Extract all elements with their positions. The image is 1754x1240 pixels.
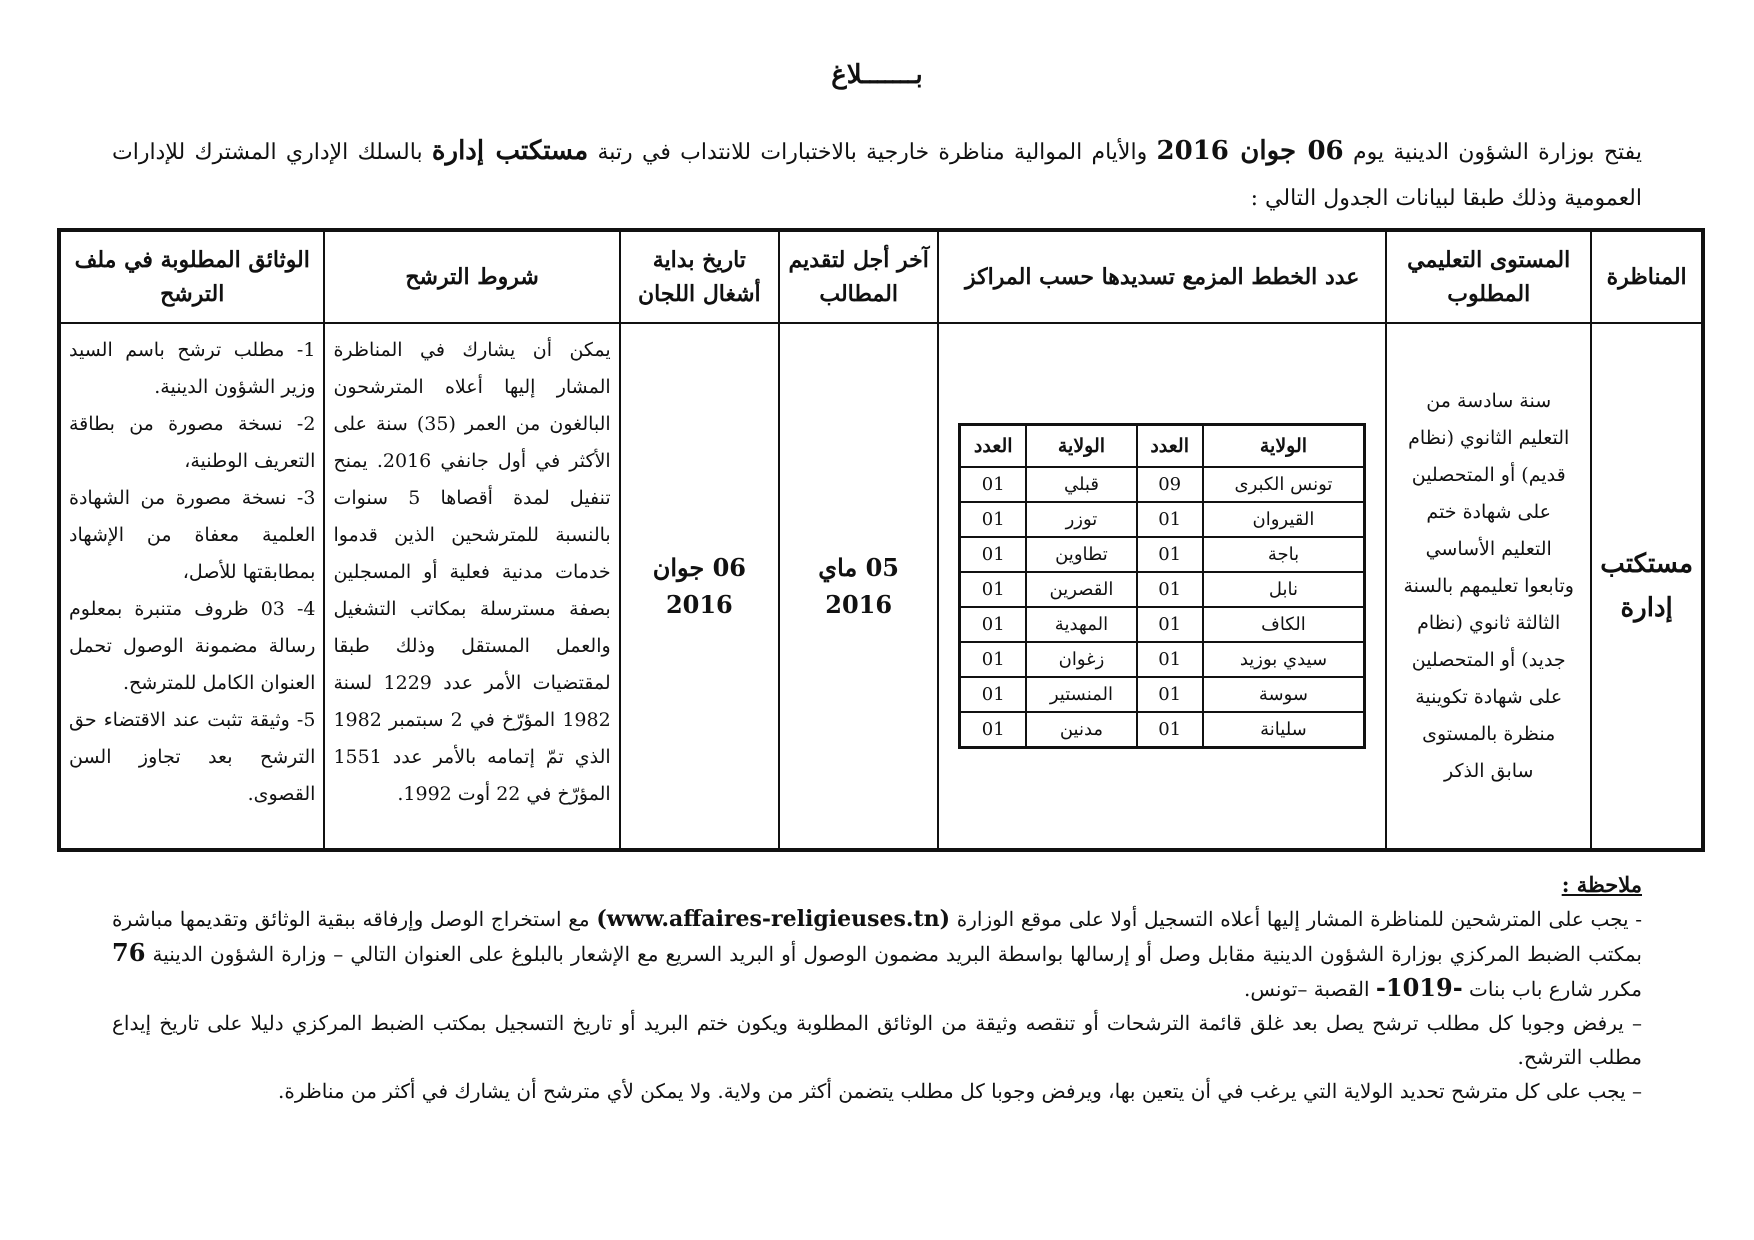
count-cell: 01 (1137, 607, 1203, 642)
cell-documents (59, 323, 324, 850)
count-cell: 01 (960, 642, 1027, 677)
header-documents: الوثائق المطلوبة في ملف الترشح (59, 230, 324, 323)
posts-row (960, 677, 1365, 712)
count-cell: 01 (960, 572, 1027, 607)
note1-text-d: القصبة –تونس. (1244, 977, 1370, 1001)
posts-row (960, 467, 1365, 502)
note-single-state: – يجب على كل مترشح تحديد الولاية التي يرغب في أن يتعين بها، ويرفض وجوبا كل مطلب يتضمن أكثر من ولاية. ولا يمكن لأي مترشح أن يشارك في أكثر من مناظرة. (278, 1079, 1642, 1103)
cell-contest: مستكتب إدارة (1591, 323, 1703, 850)
count-cell: 01 (960, 537, 1027, 572)
state-cell: تطاوين (1026, 537, 1136, 572)
posts-by-state-table (958, 423, 1366, 749)
posts-header-count-a: العدد (1137, 425, 1203, 468)
cell-posts (938, 323, 1386, 850)
cell-start: 06 جوان 2016 (620, 323, 779, 850)
posts-header-state-a: الولاية (1203, 425, 1365, 468)
count-cell: 01 (1137, 712, 1203, 748)
count-cell: 01 (1137, 642, 1203, 677)
posts-row (960, 642, 1365, 677)
note-rejection: – يرفض وجوبا كل مطلب ترشح يصل بعد غلق قائمة الترشحات أو تنقصه وثيقة من الوثائق المطلوبة ويكون ختم البريد أو تاريخ التسجيل بمكتب الضبط المركزي دليلا على تاريخ إيداع مطلب الترشح. (112, 1011, 1642, 1069)
header-posts: عدد الخطط المزمع تسديدها حسب المراكز (938, 230, 1386, 323)
state-cell: نابل (1203, 572, 1365, 607)
state-cell: باجة (1203, 537, 1365, 572)
posts-row (960, 537, 1365, 572)
count-cell: 01 (960, 712, 1027, 748)
cell-conditions: يمكن أن يشارك في المناظرة المشار إليها أعلاه المترشحون البالغون من العمر (35) سنة على الأكثر في أول جانفي 2016. يمنح تنفيل لمدة أقصاها 5 سنوات بالنسبة للمترشحين الذين قدموا خدمات مدنية فعلية أو المسجلين بصفة مسترسلة بمكاتب التشغيل والعمل المستقل وذلك طبقا لمقتضيات الأمر عدد 1229 لسنة 1982 المؤرّخ في 2 سبتمبر 1982 الذي تمّ إتمامه بالأمر عدد 1551 المؤرّخ في 22 أوت 1992. (324, 323, 619, 850)
state-cell: قبلي (1026, 467, 1136, 502)
count-cell: 01 (960, 502, 1027, 537)
intro-text-1: يفتح بوزارة الشؤون الدينية يوم (1352, 140, 1642, 165)
count-cell: 01 (960, 677, 1027, 712)
posts-row (960, 607, 1365, 642)
posts-row (960, 712, 1365, 748)
count-cell: 01 (1137, 502, 1203, 537)
state-cell: توزر (1026, 502, 1136, 537)
document-item: 4- 03 ظروف متنبرة بمعلوم رسالة مضمونة الوصول تحمل العنوان الكامل للمترشح. (69, 598, 316, 694)
state-cell: مدنين (1026, 712, 1136, 748)
count-cell: 09 (1137, 467, 1203, 502)
state-cell: المنستير (1026, 677, 1136, 712)
posts-row (960, 502, 1365, 537)
header-start: تاريخ بداية أشغال اللجان (620, 230, 779, 323)
notes-title: ملاحظة : (1561, 872, 1642, 897)
table-row (59, 323, 1703, 850)
note1-street-number: 76 (112, 938, 146, 967)
count-cell: 01 (960, 467, 1027, 502)
document-item: 5- وثيقة تثبت عند الاقتضاء حق الترشح بعد تجاوز السن القصوى. (69, 709, 316, 805)
note1-text-c: مكرر شارع باب بنات (1469, 977, 1642, 1001)
contest-table (57, 228, 1705, 852)
state-cell: زغوان (1026, 642, 1136, 677)
state-cell: سوسة (1203, 677, 1365, 712)
count-cell: 01 (960, 607, 1027, 642)
header-contest: المناظرة (1591, 230, 1703, 323)
document-item: 1- مطلب ترشح باسم السيد وزير الشؤون الدينية. (69, 339, 316, 398)
count-cell: 01 (1137, 572, 1203, 607)
page-title: بـــــــلاغ (831, 60, 923, 90)
note1-text-a: - يجب على المترشحين للمناظرة المشار إليها أعلاه التسجيل أولا على موقع الوزارة (956, 907, 1643, 931)
table-header-row (59, 230, 1703, 323)
note-registration (112, 902, 1642, 1006)
count-cell: 01 (1137, 677, 1203, 712)
intro-text-3: بالسلك الإداري المشترك للإدارات العمومية وذلك طبقا لبيانات الجدول التالي : (112, 140, 1642, 211)
intro-rank: مستكتب إدارة (431, 136, 589, 166)
state-cell: الكاف (1203, 607, 1365, 642)
intro-text-2: والأيام الموالية مناظرة خارجية بالاختبارات للانتداب في رتبة (597, 140, 1148, 165)
note1-text-b: مع استخراج الوصل وإرفاقه ببقية الوثائق وتقديمها مباشرة بمكتب الضبط المركزي بوزارة الشؤون الدينية مقابل وصل أو إرسالها بواسطة البريد مضمون الوصول أو البريد السريع مع الإشعار بالبلوغ على العنوان التالي – وزارة الشؤون الدينية (112, 907, 1642, 966)
intro-date: 06 جوان 2016 (1156, 136, 1344, 166)
ministry-website-link[interactable]: (www.affaires-religieuses.tn) (596, 906, 951, 932)
cell-deadline: 05 ماي 2016 (779, 323, 938, 850)
count-cell: 01 (1137, 537, 1203, 572)
intro-paragraph (112, 128, 1642, 222)
document-item: 2- نسخة مصورة من بطاقة التعريف الوطنية، (69, 413, 316, 472)
note1-postal-code: -1019- (1375, 973, 1463, 1002)
state-cell: المهدية (1026, 607, 1136, 642)
notes-section (112, 868, 1642, 1108)
posts-row (960, 572, 1365, 607)
header-level: المستوى التعليمي المطلوب (1386, 230, 1591, 323)
state-cell: سليانة (1203, 712, 1365, 748)
state-cell: سيدي بوزيد (1203, 642, 1365, 677)
posts-header-state-b: الولاية (1026, 425, 1136, 468)
state-cell: تونس الكبرى (1203, 467, 1365, 502)
document-item: 3- نسخة مصورة من الشهادة العلمية معفاة من الإشهاد بمطابقتها للأصل، (69, 487, 316, 583)
state-cell: القيروان (1203, 502, 1365, 537)
state-cell: القصرين (1026, 572, 1136, 607)
header-deadline: آخر أجل لتقديم المطالب (779, 230, 938, 323)
header-conditions: شروط الترشح (324, 230, 619, 323)
cell-level: سنة سادسة من التعليم الثانوي (نظام قديم) أو المتحصلين على شهادة ختم التعليم الأساسي وتابعوا تعليمهم بالسنة الثالثة ثانوي (نظام جديد) أو المتحصلين على شهادة تكوينية منظرة بالمستوى سابق الذكر (1386, 323, 1591, 850)
posts-header-count-b: العدد (960, 425, 1027, 468)
